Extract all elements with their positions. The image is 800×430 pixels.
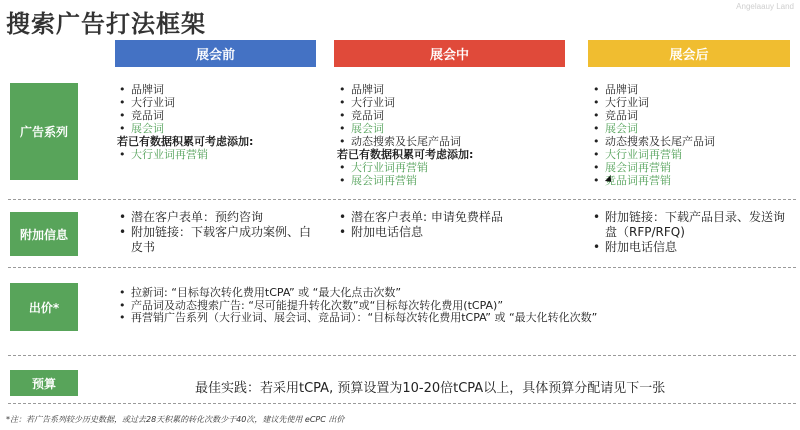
ads-after-cell	[591, 83, 796, 187]
list-item: • 附加链接：下载产品目录、发送询盘（RFP/RFQ)	[591, 210, 796, 240]
list-item: • 潜在客户表单：预约咨询	[117, 210, 317, 225]
note-text: 若已有数据积累可考虑添加:	[337, 148, 474, 161]
bidding-cell	[117, 287, 717, 325]
list-item: • 品牌词	[117, 83, 322, 96]
list-item: • 竞品词	[337, 109, 577, 122]
list-item: • 竞品词	[117, 109, 322, 122]
column-header-after: 展会后	[588, 40, 790, 67]
row-divider	[8, 267, 796, 268]
list-item: • 大行业词	[117, 96, 322, 109]
row-label-budget: 预算	[10, 370, 78, 396]
note-text: 若已有数据积累可考虑添加:	[117, 135, 254, 148]
list-item: • 附加电话信息	[591, 240, 796, 255]
list-item: • 大行业词	[591, 96, 796, 109]
list-item: • 潜在客户表单: 申请免费样品	[337, 210, 577, 225]
list-item: • 大行业词再营销	[117, 148, 322, 161]
list-item: • 附加电话信息	[337, 225, 577, 240]
list-item: • 动态搜索及长尾产品词	[591, 135, 796, 148]
page-title: 搜索广告打法框架	[6, 10, 206, 38]
list-item: • 产品词及动态搜索广告: “尽可能提升转化次数”或“目标每次转化费用(tCPA)”	[117, 300, 717, 313]
row-divider	[8, 355, 796, 356]
list-item: • 品牌词	[337, 83, 577, 96]
list-item: • 竞品词	[591, 109, 796, 122]
watermark: Angelaauy Land	[736, 2, 794, 11]
footnote: *注：若广告系列较少历史数据，或过去28天积累的转化次数少于40次，建议先使用 eCPC 出价	[6, 415, 345, 424]
extensions-during-cell	[337, 210, 577, 240]
list-item: • 展会词	[591, 122, 796, 135]
list-item: • 品牌词	[591, 83, 796, 96]
extensions-before-cell	[117, 210, 317, 255]
list-item: • 附加链接：下载客户成功案例、白皮书	[117, 225, 317, 255]
list-item: • 展会词	[337, 122, 577, 135]
list-item: • 拉新词: “目标每次转化费用tCPA” 或 “最大化点击次数”	[117, 287, 717, 300]
row-label-ads: 广告系列	[10, 83, 78, 180]
row-label-bidding: 出价*	[10, 283, 78, 331]
list-item: • 展会词	[117, 122, 322, 135]
list-item: • 大行业词	[337, 96, 577, 109]
row-divider	[8, 199, 796, 200]
budget-text: 最佳实践：若采用tCPA, 预算设置为10-20倍tCPA以上，具体预算分配请见下一张	[195, 381, 666, 396]
list-item: • 竞品词再营销	[591, 174, 796, 187]
column-header-before: 展会前	[115, 40, 316, 67]
list-item: • 展会词再营销	[337, 174, 577, 187]
row-label-extensions: 附加信息	[10, 212, 78, 256]
column-header-during: 展会中	[334, 40, 565, 67]
extensions-after-cell	[591, 210, 796, 255]
list-item: • 再营销广告系列（大行业词、展会词、竞品词）：“目标每次转化费用tCPA” 或 “最大化转化次数”	[117, 312, 717, 325]
list-item: • 大行业词再营销	[591, 148, 796, 161]
list-item: • 展会词再营销	[591, 161, 796, 174]
ads-during-cell	[337, 83, 577, 187]
list-item: • 大行业词再营销	[337, 161, 577, 174]
list-item: • 动态搜索及长尾产品词	[337, 135, 577, 148]
ads-before-cell	[117, 83, 322, 161]
row-divider	[8, 403, 796, 404]
